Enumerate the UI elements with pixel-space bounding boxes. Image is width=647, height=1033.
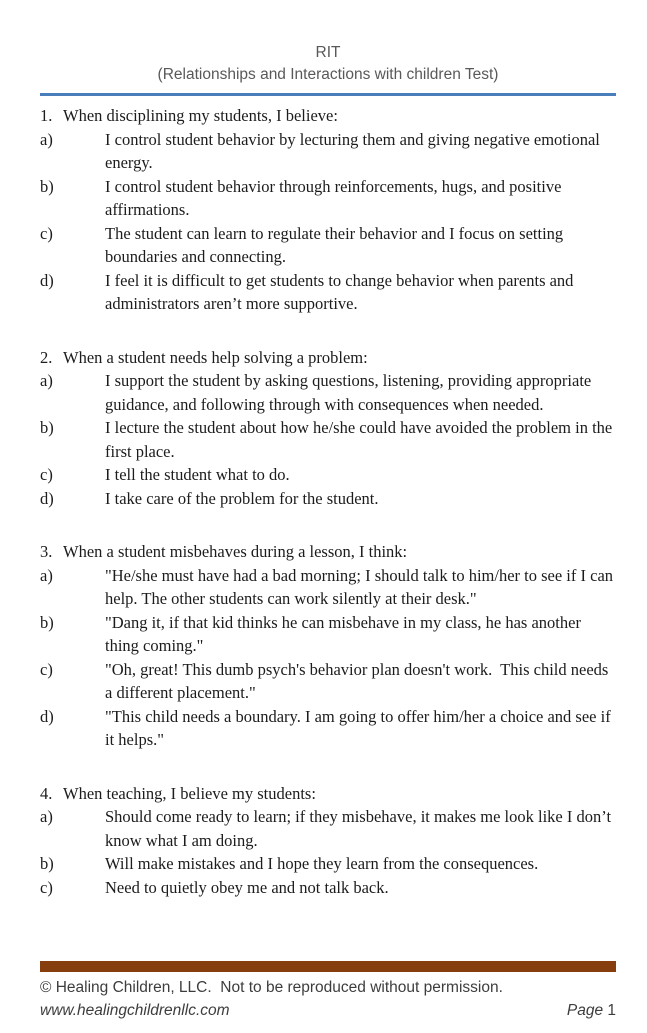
page-subtitle: (Relationships and Interactions with children Test)	[157, 66, 499, 83]
option-text: "This child needs a boundary. I am going to offer him/her a choice and see if it helps."	[105, 706, 615, 749]
option-letter: a)	[40, 807, 53, 826]
options-list	[40, 369, 616, 510]
answer-option	[40, 416, 616, 463]
question-prompt: When disciplining my students, I believe:	[63, 106, 338, 125]
page-number: 1	[607, 1002, 616, 1019]
options-list	[40, 805, 616, 899]
option-text: Need to quietly obey me and not talk back.	[105, 877, 389, 897]
answer-option	[40, 222, 616, 269]
copyright-notice: © Healing Children, LLC. Not to be reproduced without permission.	[40, 979, 503, 996]
option-text: I control student behavior through reinforcements, hugs, and positive affirmations.	[105, 176, 566, 219]
footer-bottom-row	[40, 999, 616, 1022]
option-letter: c)	[40, 223, 53, 243]
document-header	[40, 42, 616, 96]
option-letter: b)	[40, 612, 54, 632]
page-label: Page	[566, 1002, 604, 1019]
question-heading	[40, 346, 616, 370]
option-text: Will make mistakes and I hope they learn from the consequences.	[105, 854, 539, 873]
question-number: 4.	[40, 783, 53, 803]
question-number: 1.	[40, 106, 53, 125]
question-heading	[40, 104, 616, 128]
option-text: I feel it is difficult to get students to change behavior when parents and administrators aren’t more supportive.	[105, 270, 578, 313]
answer-option	[40, 487, 616, 511]
answer-option	[40, 175, 616, 222]
answer-option	[40, 128, 616, 175]
question-block	[40, 346, 616, 511]
option-letter: a)	[40, 371, 53, 390]
question-prompt: When a student misbehaves during a lesson, I think:	[63, 542, 408, 561]
option-text: I support the student by asking questions, listening, providing appropriate guidance, and following through with consequences when needed.	[105, 371, 596, 414]
option-text: "He/she must have had a bad morning; I should talk to him/her to see if I can help. The other students can work silently at their desk."	[105, 565, 618, 608]
option-letter: d)	[40, 488, 54, 508]
option-letter: d)	[40, 706, 54, 726]
option-letter: a)	[40, 129, 53, 149]
question-heading	[40, 782, 616, 806]
option-text: "Dang it, if that kid thinks he can misbehave in my class, he has another thing coming."	[105, 612, 586, 655]
option-text: Should come ready to learn; if they misbehave, it makes me look like I don’t know what I am doing.	[105, 807, 616, 850]
answer-option	[40, 705, 616, 752]
option-letter: d)	[40, 270, 54, 290]
question-block	[40, 782, 616, 900]
question-number: 3.	[40, 542, 53, 561]
option-letter: c)	[40, 877, 53, 897]
question-prompt: When teaching, I believe my students:	[63, 783, 316, 803]
question-heading	[40, 540, 616, 564]
option-letter: c)	[40, 659, 53, 679]
option-text: "Oh, great! This dumb psych's behavior plan doesn't work. This child needs a different placement."	[105, 659, 613, 702]
question-number: 2.	[40, 347, 53, 367]
answer-option	[40, 658, 616, 705]
option-letter: b)	[40, 176, 54, 196]
document-footer	[40, 961, 616, 1022]
answer-option	[40, 269, 616, 316]
questions-list	[40, 104, 616, 899]
answer-option	[40, 564, 616, 611]
option-letter: c)	[40, 465, 53, 484]
options-list	[40, 564, 616, 752]
answer-option	[40, 805, 616, 852]
answer-option	[40, 369, 616, 416]
option-text: I lecture the student about how he/she could have avoided the problem in the first place.	[105, 418, 617, 461]
question-block	[40, 104, 616, 316]
answer-option	[40, 852, 616, 876]
option-text: The student can learn to regulate their behavior and I focus on setting boundaries and connecting.	[105, 223, 568, 266]
option-text: I control student behavior by lecturing them and giving negative emotional energy.	[105, 129, 604, 172]
website-url: www.healingchildrenllc.com	[40, 1002, 230, 1019]
header-divider-line	[40, 93, 616, 96]
answer-option	[40, 463, 616, 487]
page-title: RIT	[315, 44, 341, 61]
option-letter: b)	[40, 418, 54, 437]
options-list	[40, 128, 616, 316]
page-indicator	[567, 999, 616, 1022]
option-text: I tell the student what to do.	[105, 465, 290, 484]
option-text: I take care of the problem for the student.	[105, 488, 379, 508]
answer-option	[40, 876, 616, 900]
question-block	[40, 540, 616, 752]
option-letter: b)	[40, 854, 54, 873]
footer-bar	[40, 961, 616, 972]
option-letter: a)	[40, 565, 53, 585]
question-prompt: When a student needs help solving a problem:	[63, 347, 368, 367]
answer-option	[40, 611, 616, 658]
